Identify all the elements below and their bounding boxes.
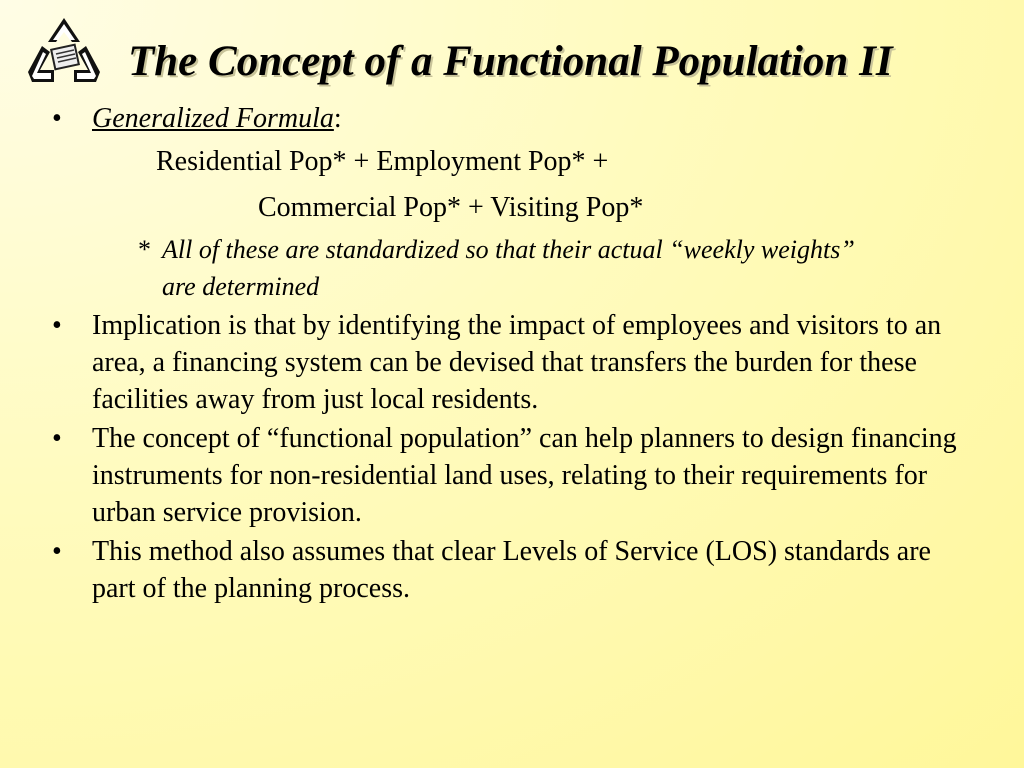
bullet-text: Implication is that by identifying the impact of employees and visitors to an area, a financing system can be devised that transfers the burden for these facilities away from just local residents. [92, 310, 942, 415]
formula-line-1: Residential Pop* + Employment Pop* + [156, 146, 609, 177]
slide-content [0, 100, 1024, 607]
bullet-text: This method also assumes that clear Levels of Service (LOS) standards are part of the planning process. [92, 536, 931, 604]
formula-label: Generalized Formula [92, 103, 334, 134]
bullet-method [0, 533, 972, 607]
bullet-concept [0, 420, 972, 531]
recycle-arrows-icon [24, 16, 104, 88]
formula-colon: : [333, 103, 342, 134]
bullet-implication [0, 307, 972, 418]
bullet-formula [0, 100, 972, 137]
formula-footnote [0, 231, 862, 305]
bullet-text: The concept of “functional population” can help planners to design financing instruments for non-residential land uses, relating to their requirements for urban service provision. [92, 423, 957, 528]
formula-line-2: Commercial Pop* + Visiting Pop* [258, 192, 644, 223]
bullet-marker: • [52, 423, 62, 454]
bullet-marker: • [52, 103, 62, 134]
bullet-marker: • [52, 536, 62, 567]
page-title: The Concept of a Functional Population II [128, 38, 893, 85]
footnote-text: All of these are standardized so that their actual “weekly weights” are determined [162, 235, 855, 301]
footnote-marker: * [138, 235, 151, 264]
bullet-marker: • [52, 310, 62, 341]
